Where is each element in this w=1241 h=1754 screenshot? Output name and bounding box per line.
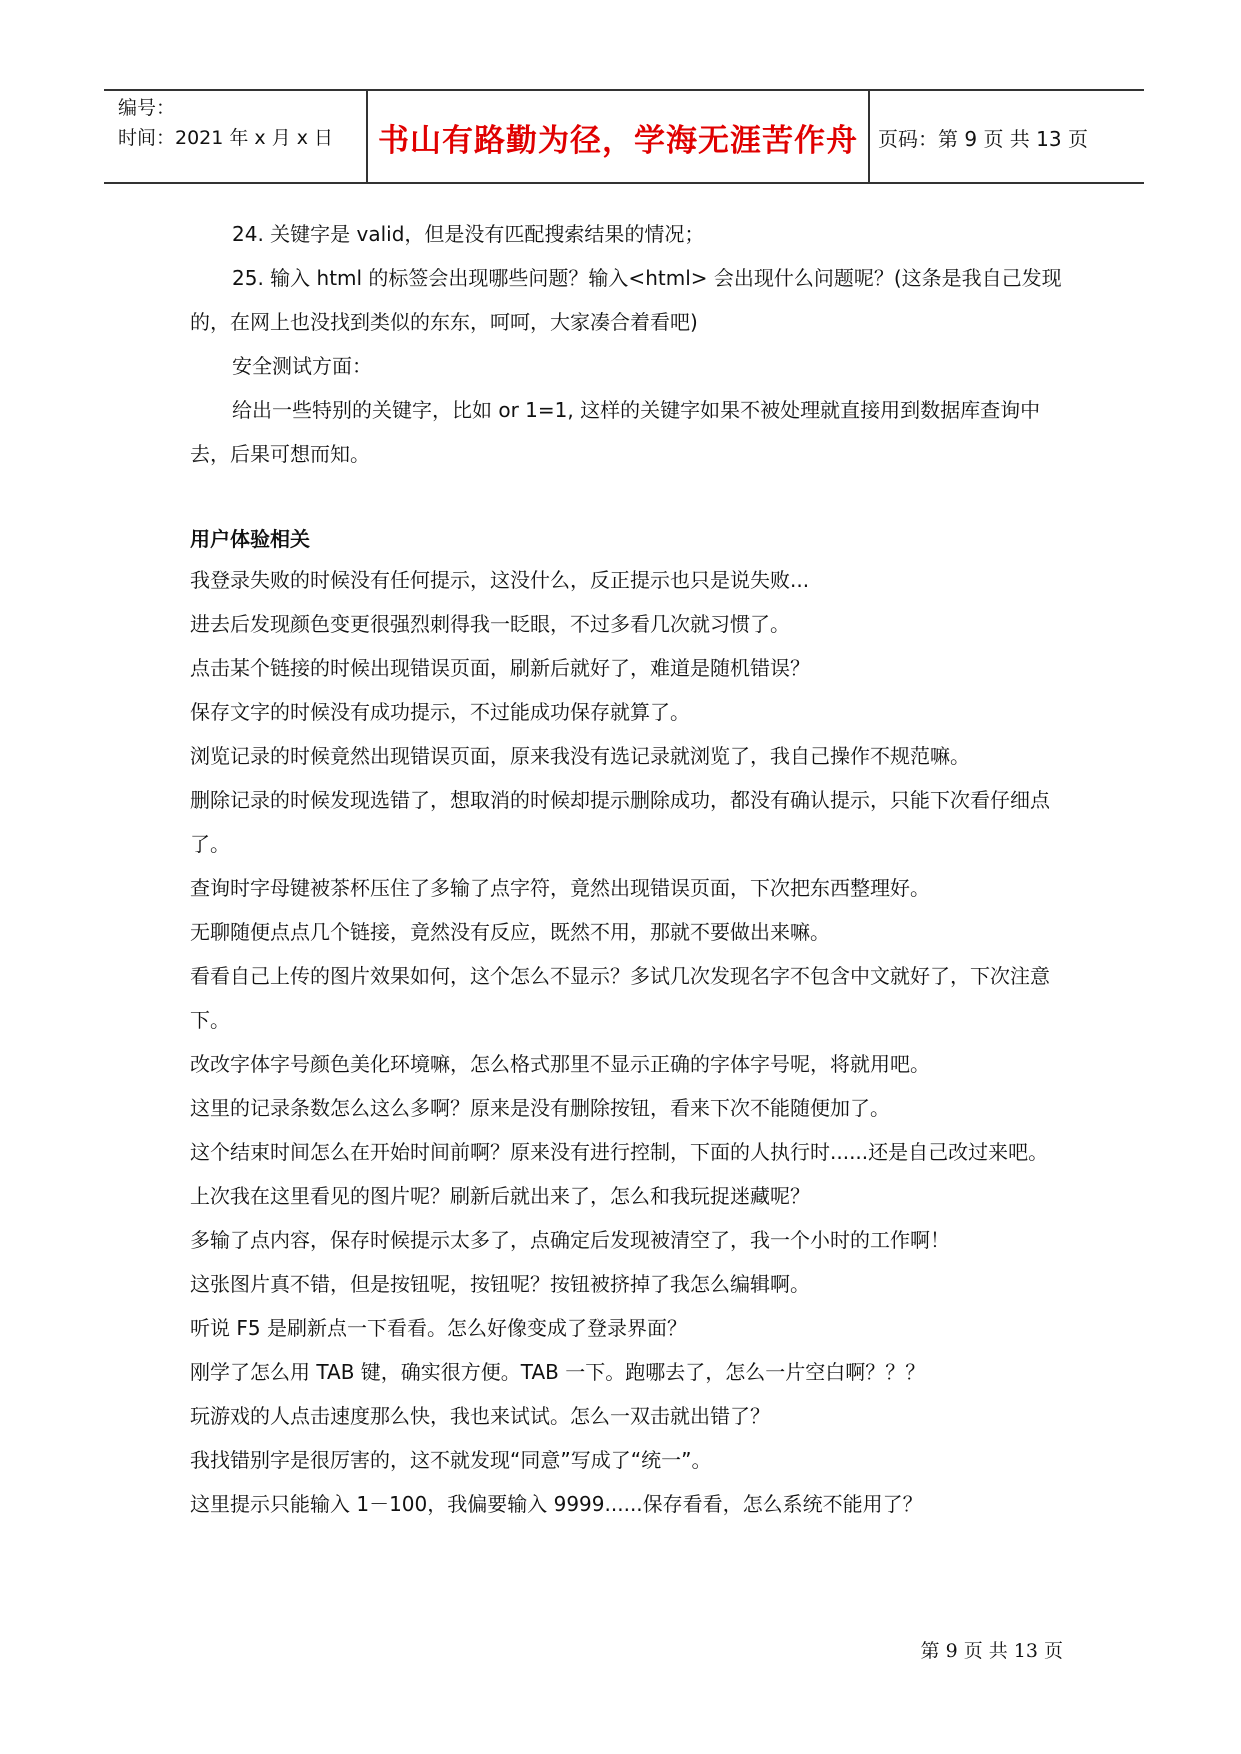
- ux-line: 这个结束时间怎么在开始时间前啊？原来没有进行控制，下面的人执行时......还是自己改过来吧。: [190, 1140, 1049, 1164]
- ux-line: 查询时字母键被茶杯压住了多输了点字符，竟然出现错误页面，下次把东西整理好。: [190, 876, 930, 900]
- ux-line: 听说 F5 是刷新点一下看看。怎么好像变成了登录界面？: [190, 1316, 687, 1340]
- ux-line: 删除记录的时候发现选错了，想取消的时候却提示删除成功，都没有确认提示，只能下次看仔细点了。: [190, 788, 1050, 856]
- section-title: 用户体验相关: [190, 527, 310, 551]
- list-item: 24. 关键字是 valid，但是没有匹配搜索结果的情况；: [232, 222, 705, 246]
- ux-line: 多输了点内容，保存时候提示太多了，点确定后发现被清空了，我一个小时的工作啊！: [190, 1228, 950, 1252]
- ux-line: 看看自己上传的图片效果如何，这个怎么不显示？多试几次发现名字不包含中文就好了，下次注意下。: [190, 964, 1050, 1032]
- ux-line: 刚学了怎么用 TAB 键，确实很方便。TAB 一下。跑哪去了，怎么一片空白啊？？？: [190, 1360, 926, 1384]
- ux-line: 改改字体字号颜色美化环境嘛，怎么格式那里不显示正确的字体字号呢，将就用吧。: [190, 1052, 930, 1076]
- ux-line: 玩游戏的人点击速度那么快，我也来试试。怎么一双击就出错了？: [190, 1404, 770, 1428]
- ux-line: 浏览记录的时候竟然出现错误页面，原来我没有选记录就浏览了，我自己操作不规范嘛。: [190, 744, 970, 768]
- header-divider-left: [366, 91, 368, 184]
- ux-line: 我找错别字是很厉害的，这不就发现“同意”写成了“统一”。: [190, 1448, 712, 1472]
- header-page-label: 页码：第 9 页 共 13 页: [878, 127, 1088, 151]
- header-divider-right: [868, 91, 870, 184]
- ux-line: 无聊随便点点几个链接，竟然没有反应，既然不用，那就不要做出来嘛。: [190, 920, 830, 944]
- ux-line: 保存文字的时候没有成功提示，不过能成功保存就算了。: [190, 700, 690, 724]
- ux-line: 上次我在这里看见的图片呢？刷新后就出来了，怎么和我玩捉迷藏呢？: [190, 1184, 810, 1208]
- ux-line: 这里提示只能输入 1－100，我偏要输入 9999......保存看看，怎么系统不能用了？: [190, 1492, 923, 1516]
- paragraph: 给出一些特别的关键字，比如 or 1=1, 这样的关键字如果不被处理就直接用到数据库查询中去，后果可想而知。: [190, 398, 1041, 466]
- ux-line: 我登录失败的时候没有任何提示，这没什么，反正提示也只是说失败...: [190, 568, 810, 592]
- ux-line: 点击某个链接的时候出现错误页面，刷新后就好了，难道是随机错误？: [190, 656, 810, 680]
- header-meta: [118, 93, 333, 153]
- page-footer: 第 9 页 共 13 页: [920, 1640, 1063, 1662]
- ux-line: 进去后发现颜色变更很强烈刺得我一眨眼，不过多看几次就习惯了。: [190, 612, 790, 636]
- ux-line: 这里的记录条数怎么这么多啊？原来是没有删除按钮，看来下次不能随便加了。: [190, 1096, 890, 1120]
- page-header: [104, 89, 1144, 184]
- ux-line: 这张图片真不错，但是按钮呢，按钮呢？按钮被挤掉了我怎么编辑啊。: [190, 1272, 810, 1296]
- section-subheading: 安全测试方面：: [232, 354, 372, 378]
- document-time-label: 时间：2021 年 x 月 x 日: [118, 127, 334, 149]
- document-body: [190, 212, 1062, 1526]
- header-motto: 书山有路勤为径，学海无涯苦作舟: [378, 123, 858, 159]
- document-number-label: 编号：: [118, 97, 176, 119]
- list-item: 25. 输入 html 的标签会出现哪些问题？输入<html> 会出现什么问题呢？(这条是我自己发现的，在网上也没找到类似的东东，呵呵，大家凑合着看吧): [190, 266, 1062, 334]
